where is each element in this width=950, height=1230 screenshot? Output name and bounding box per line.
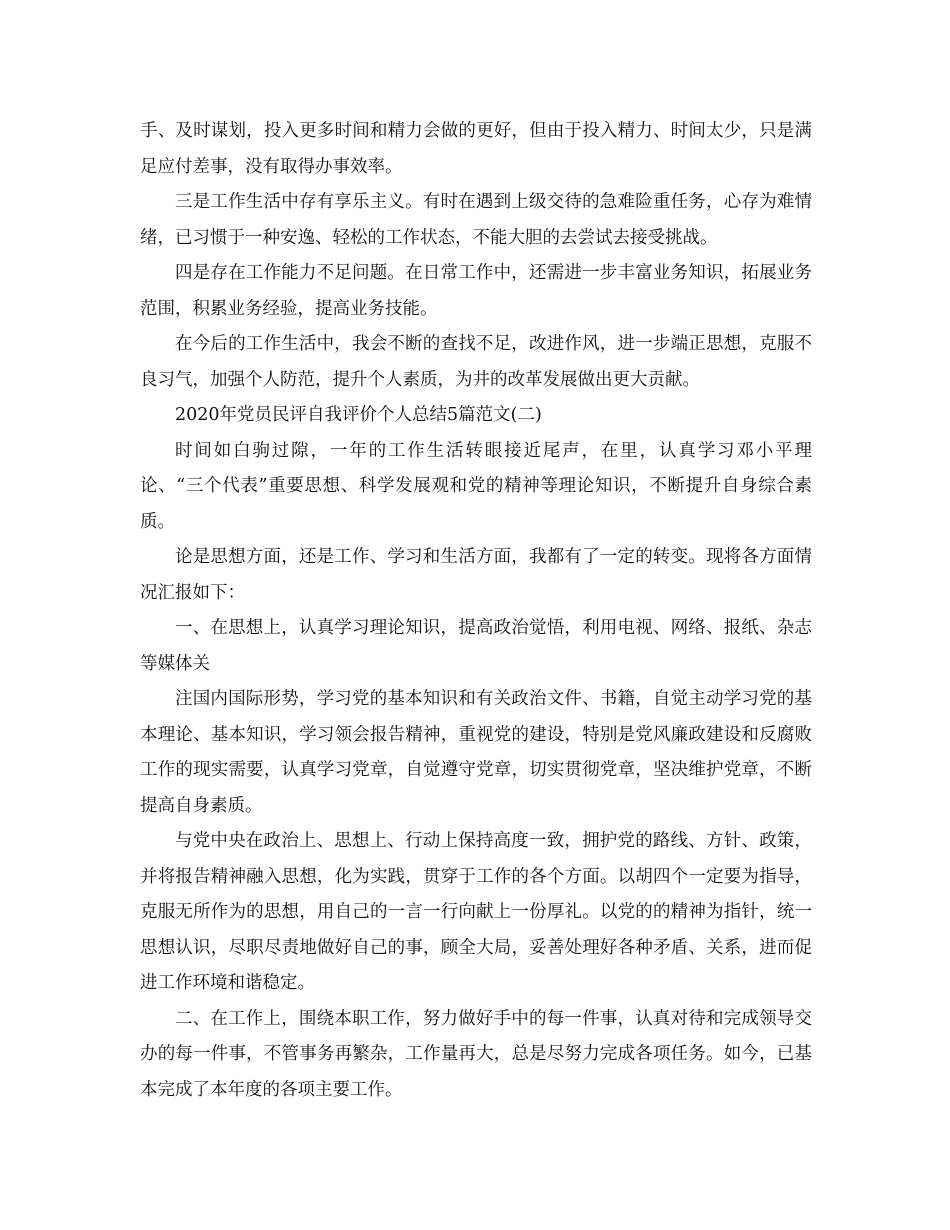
paragraph: 时间如白驹过隙，一年的工作生活转眼接近尾声，在里，认真学习邓小平理论、“三个代表”重要思想、科学发展观和党的精神等理论知识，不断提升自身综合素质。 [140,440,812,532]
paragraph: 一、在思想上，认真学习理论知识，提高政治觉悟，利用电视、网络、报纸、杂志等媒体关 [140,618,812,674]
paragraph: 在今后的工作生活中，我会不断的查找不足，改进作风，进一步端正思想，克服不良习气，加强个人防范，提升个人素质，为井的改革发展做出更大贡献。 [140,334,812,390]
paragraph: 二、在工作上，围绕本职工作，努力做好手中的每一件事，认真对待和完成领导交办的每一件事，不管事务再繁杂，工作量再大，总是尽努力完成各项任务。如今，已基本完成了本年度的各项主要工作。 [140,1008,812,1100]
paragraph: 手、及时谋划，投入更多时间和精力会做的更好，但由于投入精力、时间太少，只是满足应付差事，没有取得办事效率。 [140,121,812,177]
paragraph: 注国内国际形势，学习党的基本知识和有关政治文件、书籍，自觉主动学习党的基本理论、基本知识，学习领会报告精神，重视党的建设，特别是党风廉政建设和反腐败工作的现实需要，认真学习党章，自觉遵守党章，切实贯彻党章，坚决维护党章，不断提高自身素质。 [140,689,812,816]
paragraph: 四是存在工作能力不足问题。在日常工作中，还需进一步丰富业务知识，拓展业务范围，积累业务经验，提高业务技能。 [140,263,812,319]
paragraph: 与党中央在政治上、思想上、行动上保持高度一致，拥护党的路线、方针、政策，并将报告精神融入思想，化为实践，贯穿于工作的各个方面。以胡四个一定要为指导，克服无所作为的思想，用自己的一言一行向献上一份厚礼。以党的的精神为指针，统一思想认识，尽职尽责地做好自己的事，顾全大局，妥善处理好各种矛盾、关系，进而促进工作环境和谐稳定。 [140,831,812,993]
paragraph: 论是思想方面，还是工作、学习和生活方面，我都有了一定的转变。现将各方面情况汇报如下： [140,547,812,603]
document-body [140,114,812,1108]
section-heading: 2020年党员民评自我评价个人总结5篇范文(二) [175,405,542,425]
paragraph: 三是工作生活中存有享乐主义。有时在遇到上级交待的急难险重任务，心存为难情绪，已习惯于一种安逸、轻松的工作状态，不能大胆的去尝试去接受挑战。 [140,192,812,248]
